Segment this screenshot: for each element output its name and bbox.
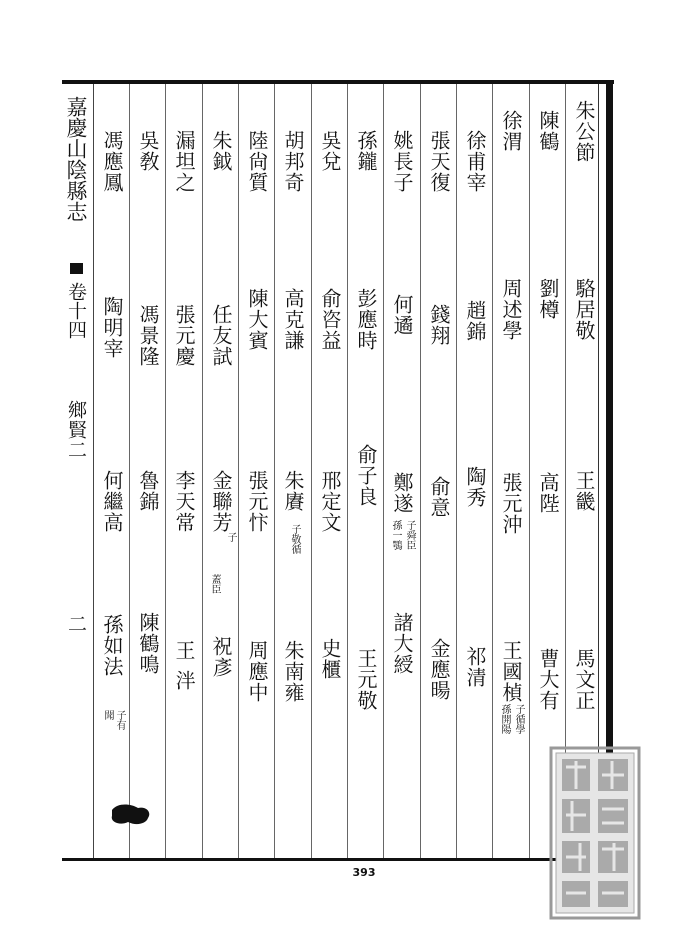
name-entry: 陶秀 — [463, 466, 487, 508]
name-entry: 俞咨益 — [318, 288, 342, 351]
name-entry: 鄭遂 — [390, 472, 414, 514]
volume-label: 卷十四 — [65, 282, 87, 339]
name-entry: 金聯芳 — [209, 470, 233, 533]
name-column-11 — [203, 100, 239, 860]
name-entry: 馮景隆 — [136, 304, 160, 367]
name-entry: 張元忭 — [245, 470, 269, 533]
name-entry: 徐渭 — [499, 110, 523, 152]
name-column-6 — [384, 100, 420, 860]
name-entry: 吳敎 — [136, 130, 160, 172]
leaf-number: 二 — [65, 614, 87, 633]
book-title: 嘉慶山陰縣志 — [64, 96, 88, 222]
name-entry: 張天復 — [427, 130, 451, 193]
annotation-note: 子 — [225, 532, 236, 542]
name-entry: 劉樽 — [536, 278, 560, 320]
name-entry: 史櫃 — [318, 638, 342, 680]
annotation-note: 聞 — [102, 710, 113, 720]
name-entry: 邢定文 — [318, 470, 342, 533]
name-entry: 陳鶴鳴 — [136, 612, 160, 675]
name-entry: 金應暘 — [427, 638, 451, 701]
name-entry: 胡邦奇 — [281, 130, 305, 193]
annotation-note: 蓋臣 — [209, 574, 220, 594]
name-entry: 周應中 — [245, 640, 269, 703]
name-column-13 — [130, 100, 166, 860]
frame-top-border — [62, 80, 614, 84]
name-entry: 彭應時 — [354, 288, 378, 351]
annotation-note: 子舜臣 — [404, 520, 415, 550]
name-entry: 孫鑨 — [354, 130, 378, 172]
name-entry: 姚長子 — [390, 130, 414, 193]
name-entry: 王泮 — [172, 640, 196, 700]
name-entry: 祝彥 — [209, 636, 233, 678]
name-entry: 張元慶 — [172, 304, 196, 367]
section-label: 鄉賢二 — [65, 400, 87, 460]
name-entry: 俞子良 — [354, 444, 378, 507]
name-entry: 王國楨 — [499, 640, 523, 703]
fishtail-mark — [70, 263, 83, 274]
name-entry: 陳鶴 — [536, 110, 560, 152]
library-seal-stamp — [548, 745, 642, 921]
annotation-note: 子循學 — [513, 704, 524, 734]
name-entry: 周述學 — [499, 278, 523, 341]
name-entry: 魯錦 — [136, 470, 160, 512]
name-entry: 陸尙質 — [245, 130, 269, 193]
name-column-10 — [239, 100, 275, 860]
name-entry: 王畿 — [572, 470, 596, 512]
name-entry: 王元敬 — [354, 648, 378, 711]
annotation-note: 子有 — [114, 710, 125, 730]
name-column-4 — [457, 100, 493, 860]
name-entry: 馮應鳳 — [100, 130, 124, 193]
name-entry: 朱公節 — [572, 100, 596, 163]
name-entry: 徐甫宰 — [463, 130, 487, 193]
name-column-3 — [493, 100, 529, 860]
name-entry: 朱南雍 — [281, 640, 305, 703]
name-column-9 — [275, 100, 311, 860]
page-number: 393 — [352, 866, 376, 879]
name-column-12 — [166, 100, 202, 860]
name-entry: 何遹 — [390, 294, 414, 336]
name-column-14 — [94, 100, 130, 860]
name-entry: 李天常 — [172, 470, 196, 533]
annotation-note: 孫開陽 — [499, 704, 510, 734]
name-entry: 錢翔 — [427, 304, 451, 346]
name-entry: 駱居敬 — [572, 278, 596, 341]
name-entry: 陳大賓 — [245, 288, 269, 351]
name-entry: 陶明宰 — [100, 296, 124, 359]
name-entry: 漏坦之 — [172, 130, 196, 193]
name-entry: 朱鉞 — [209, 130, 233, 172]
name-entry: 曹大有 — [536, 648, 560, 711]
name-entry: 孫如法 — [100, 614, 124, 677]
name-entry: 朱賡 — [281, 470, 305, 512]
frame-right-border — [606, 80, 613, 861]
name-column-5 — [421, 100, 457, 860]
name-entry: 吳兌 — [318, 130, 342, 172]
name-column-7 — [348, 100, 384, 860]
name-entry: 諸大綬 — [390, 612, 414, 675]
name-entry: 何繼高 — [100, 470, 124, 533]
annotation-note: 孫一鶚 — [390, 520, 401, 550]
name-entry: 祁清 — [463, 646, 487, 688]
name-column-8 — [312, 100, 348, 860]
name-entry: 高陛 — [536, 472, 560, 514]
name-entry: 張元沖 — [499, 472, 523, 535]
name-entry: 趙錦 — [463, 300, 487, 342]
annotation-note: 子敬循 — [289, 524, 300, 554]
name-entry: 任友試 — [209, 304, 233, 367]
name-entry: 高克謙 — [281, 288, 305, 351]
name-entry: 馬文正 — [572, 648, 596, 711]
ink-blot — [108, 800, 154, 830]
name-entry: 俞意 — [427, 476, 451, 518]
